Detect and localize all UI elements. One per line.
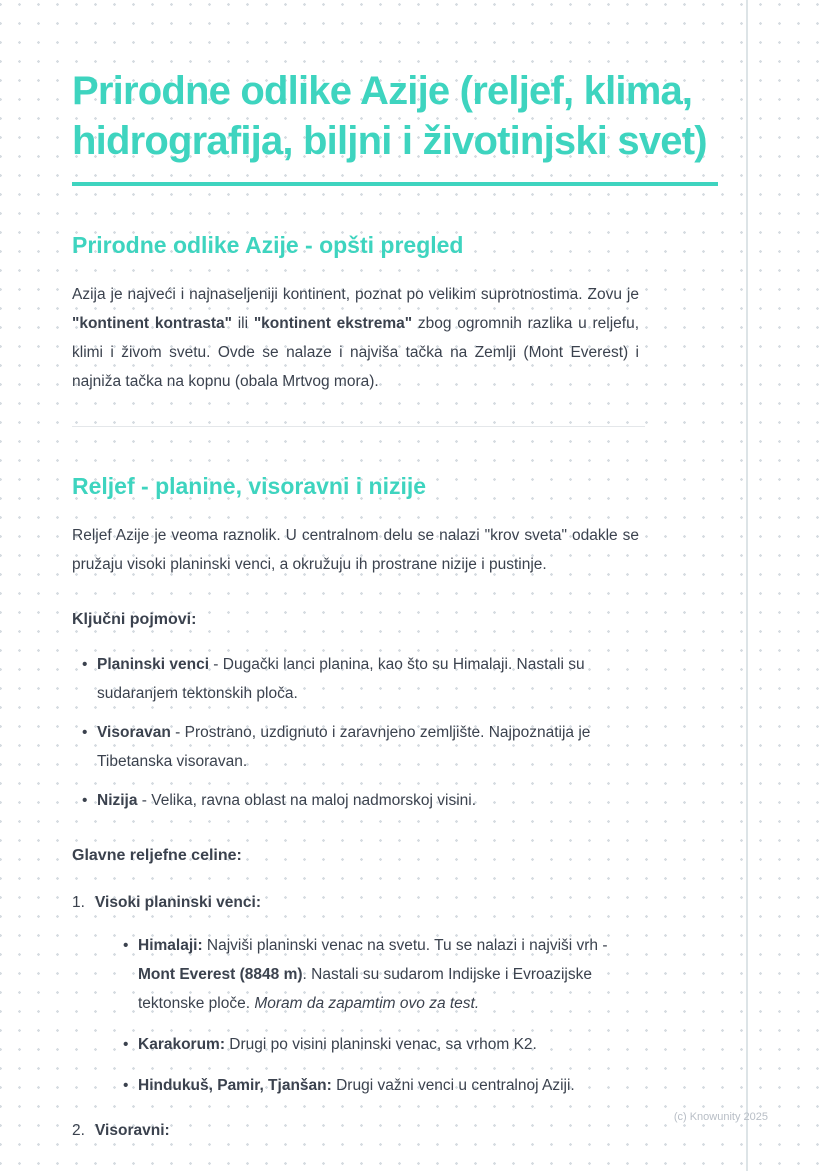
overview-paragraph xyxy=(72,280,639,396)
list-item-text xyxy=(138,1030,537,1059)
bullet-marker xyxy=(113,1071,138,1100)
term-desc: Drugi po visini planinski venac, sa vrhom K2. xyxy=(225,1036,537,1053)
bullet-marker xyxy=(72,786,97,815)
relief-intro-paragraph: Reljef Azije je veoma raznolik. U centralnom delu se nalazi "krov sveta" odakle se pružaju visoki planinski venci, a okružuju ih prostrane nizije i pustinje. xyxy=(72,527,639,573)
main-units-label: Glavne reljefne celine: xyxy=(72,847,242,864)
personal-note-italic: Moram da zapamtim ovo za test. xyxy=(254,995,480,1012)
item-number: 2. xyxy=(72,1122,85,1139)
overview-bold-2: "kontinent ekstrema" xyxy=(253,315,413,332)
list-item xyxy=(113,1071,722,1100)
page-title: Prirodne odlike Azije (reljef, klima, hidrografija, biljni i životinjski svet) xyxy=(72,69,707,163)
list-item xyxy=(72,718,722,776)
list-item xyxy=(72,786,722,815)
title-underline-rule xyxy=(72,182,718,186)
term-desc: - Prostrano, uzdignuto i zaravnjeno zemljište. Najpoznatija je Tibetanska visoravan. xyxy=(97,724,591,770)
term-desc: Najviši planinski venac na svetu. Tu se nalazi i najviši vrh - xyxy=(202,937,608,954)
list-item-text xyxy=(97,650,642,708)
item-title: Visoki planinski venci: xyxy=(95,894,261,911)
overview-text-3: zbog ogromnih razlika u reljefu, klimi i živom svetu. Ovde se nalaze i najviša tačka na Zemlji (Mont Everest) i najniža tačka na kopnu (obala Mrtvog mora). xyxy=(72,315,640,390)
list-item-text xyxy=(97,786,476,815)
term-name: Hindukuš, Pamir, Tjanšan: xyxy=(138,1077,332,1094)
copyright-footer: (c) Knowunity 2025 xyxy=(673,1111,768,1123)
overview-bold-1: "kontinent kontrasta" xyxy=(72,315,232,332)
bullet-marker xyxy=(72,650,97,708)
term-name: Nizija xyxy=(97,792,138,809)
list-item-text xyxy=(138,1071,575,1100)
bullet-marker xyxy=(72,718,97,776)
section-heading-relief: Reljef - planine, visoravni i nizije xyxy=(72,473,427,499)
notebook-margin-line xyxy=(746,0,748,1171)
list-item xyxy=(113,1030,722,1059)
section-heading-overview: Prirodne odlike Azije - opšti pregled xyxy=(72,232,464,258)
key-terms-label: Ključni pojmovi: xyxy=(72,611,197,628)
term-name: Karakorum: xyxy=(138,1036,225,1053)
bullet-marker xyxy=(113,1030,138,1059)
item-number: 1. xyxy=(72,894,85,911)
numbered-item xyxy=(72,888,722,1100)
list-item-text xyxy=(97,718,642,776)
term-name: Visoravan xyxy=(97,724,171,741)
numbered-list xyxy=(72,888,722,1145)
bullet-marker xyxy=(113,931,138,1018)
numbered-item xyxy=(72,1116,722,1145)
section-divider xyxy=(72,426,645,427)
numbered-item-heading xyxy=(72,1116,722,1145)
list-item xyxy=(72,650,722,708)
term-name: Planinski venci xyxy=(97,656,209,673)
term-desc: Drugi važni venci u centralnoj Aziji. xyxy=(331,1077,575,1094)
overview-text-1: Azija je najveći i najnaseljeniji kontinent, poznat po velikim suprotnostima. Zovu je xyxy=(72,286,639,303)
term-desc: . Nastali su sudarom Indijske i Evroazijske tektonske ploče. xyxy=(138,966,592,1012)
key-terms-list xyxy=(72,650,722,815)
term-desc: - Dugački lanci planina, kao što su Himalaji. Nastali su sudaranjem tektonskih ploča. xyxy=(97,656,585,702)
highlight-bold: Mont Everest (8848 m) xyxy=(138,966,303,983)
list-item-text xyxy=(138,931,646,1018)
sub-bullet-list xyxy=(72,931,722,1100)
term-desc: - Velika, ravna oblast na maloj nadmorskoj visini. xyxy=(137,792,477,809)
page-content xyxy=(72,0,722,1161)
term-name: Himalaji: xyxy=(138,937,203,954)
item-title: Visoravni: xyxy=(95,1122,170,1139)
list-item xyxy=(113,931,722,1018)
overview-text-2: ili xyxy=(231,315,254,332)
numbered-item-heading xyxy=(72,888,722,917)
